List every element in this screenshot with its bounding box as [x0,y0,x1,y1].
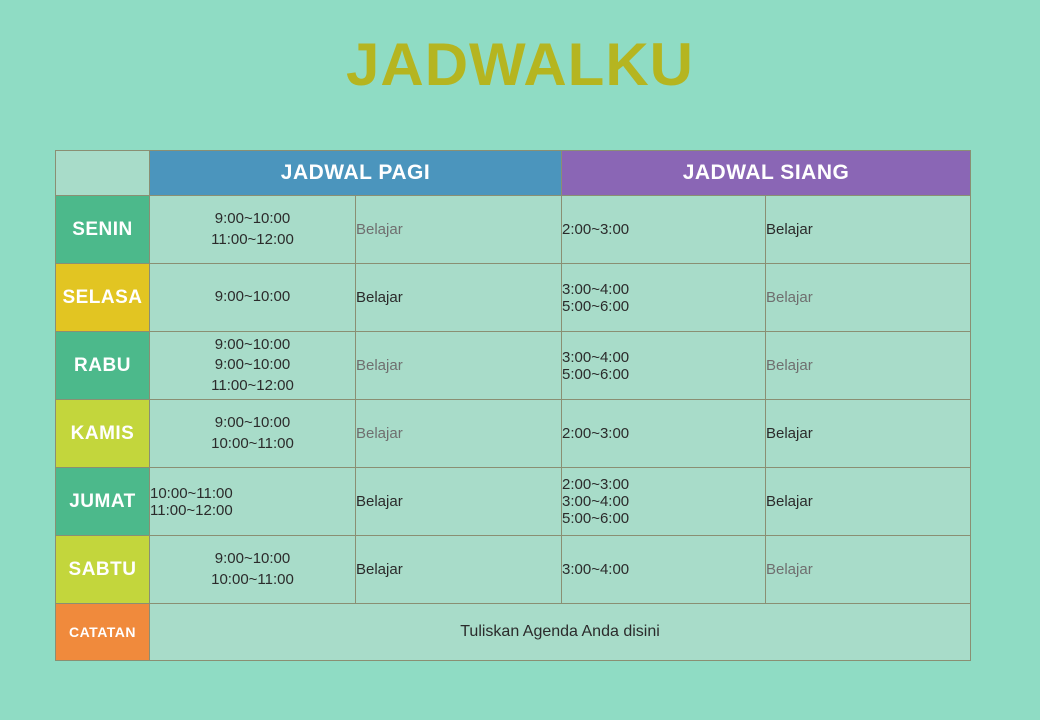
afternoon-activity-jumat[interactable]: Belajar [766,468,971,536]
note-input[interactable]: Tuliskan Agenda Anda disini [150,604,971,661]
day-label-jumat: JUMAT [56,468,150,536]
afternoon-activity-selasa[interactable]: Belajar [766,264,971,332]
morning-activity-jumat[interactable]: Belajar [356,468,562,536]
afternoon-times-selasa[interactable]: 3:00~4:00 5:00~6:00 [562,264,766,332]
header-jadwal-pagi: JADWAL PAGI [150,151,562,196]
schedule-table [55,150,971,661]
table-row [56,468,971,536]
morning-activity-selasa[interactable]: Belajar [356,264,562,332]
note-row [56,604,971,661]
day-label-kamis: KAMIS [56,400,150,468]
morning-activity-rabu[interactable]: Belajar [356,332,562,400]
page-title: JADWALKU [346,31,694,98]
morning-times-kamis[interactable]: 9:00~10:00 10:00~11:00 [150,400,356,468]
afternoon-times-jumat[interactable]: 2:00~3:00 3:00~4:00 5:00~6:00 [562,468,766,536]
morning-times-rabu[interactable]: 9:00~10:00 9:00~10:00 11:00~12:00 [150,332,356,400]
table-row [56,400,971,468]
day-label-senin: SENIN [56,196,150,264]
header-row [56,151,971,196]
morning-activity-kamis[interactable]: Belajar [356,400,562,468]
day-label-selasa: SELASA [56,264,150,332]
morning-times-selasa[interactable]: 9:00~10:00 [150,264,356,332]
table-body [56,196,971,661]
morning-activity-sabtu[interactable]: Belajar [356,536,562,604]
afternoon-activity-sabtu[interactable]: Belajar [766,536,971,604]
header-blank-cell [56,151,150,196]
schedule-table-container [55,150,970,661]
table-row [56,536,971,604]
table-row [56,264,971,332]
table-row [56,332,971,400]
day-label-rabu: RABU [56,332,150,400]
note-label: CATATAN [56,604,150,661]
table-row [56,196,971,264]
morning-activity-senin[interactable]: Belajar [356,196,562,264]
morning-times-sabtu[interactable]: 9:00~10:00 10:00~11:00 [150,536,356,604]
afternoon-times-senin[interactable]: 2:00~3:00 [562,196,766,264]
afternoon-activity-senin[interactable]: Belajar [766,196,971,264]
morning-times-senin[interactable]: 9:00~10:00 11:00~12:00 [150,196,356,264]
afternoon-activity-kamis[interactable]: Belajar [766,400,971,468]
afternoon-times-sabtu[interactable]: 3:00~4:00 [562,536,766,604]
afternoon-times-kamis[interactable]: 2:00~3:00 [562,400,766,468]
day-label-sabtu: SABTU [56,536,150,604]
afternoon-times-rabu[interactable]: 3:00~4:00 5:00~6:00 [562,332,766,400]
morning-times-jumat[interactable]: 10:00~11:00 11:00~12:00 [150,468,356,536]
header-jadwal-siang: JADWAL SIANG [562,151,971,196]
afternoon-activity-rabu[interactable]: Belajar [766,332,971,400]
table-header [56,151,971,196]
